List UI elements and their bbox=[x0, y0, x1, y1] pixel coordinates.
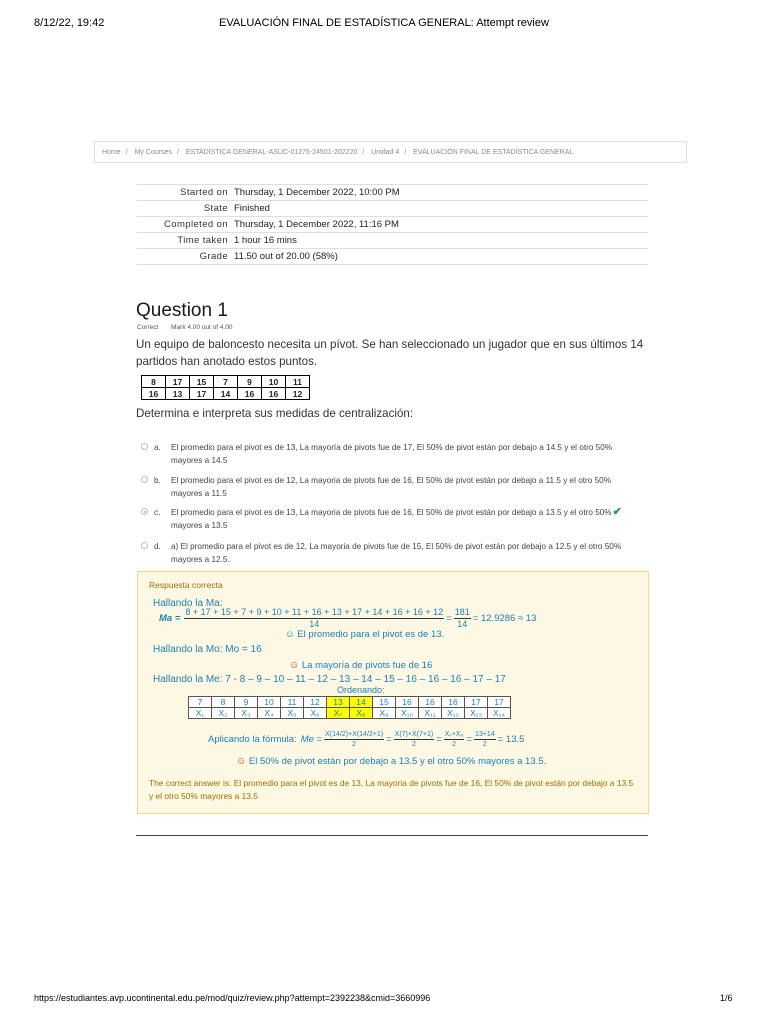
summary-label: Completed on bbox=[137, 217, 234, 233]
option-text: El promedio para el pivot es de 13, La mayoria de pivots fue de 16, El 50% de pivot están por debajo a 13.5 y el otro 50% bbox=[171, 508, 612, 517]
ma-lhs: Ma = bbox=[159, 613, 181, 624]
option-letter: d. bbox=[154, 542, 161, 551]
ordered-label-highlight: X₇ bbox=[327, 708, 350, 719]
summary-value: 1 hour 16 mins bbox=[234, 233, 648, 249]
question-mark: Mark 4.00 out of 4.00 bbox=[171, 324, 233, 331]
summary-value: 11.50 out of 20.00 (58%) bbox=[234, 249, 648, 265]
option-letter: a. bbox=[154, 443, 161, 452]
ordered-label: X₁₁ bbox=[419, 708, 442, 719]
breadcrumb-my-courses[interactable]: My Courses bbox=[134, 149, 172, 156]
option-letter: b. bbox=[154, 476, 161, 485]
question-divider bbox=[136, 835, 648, 836]
ma-result: = 12.9286 ≈ 13 bbox=[472, 613, 537, 624]
attempt-summary-table bbox=[137, 184, 648, 265]
ordered-label: X₁₃ bbox=[465, 708, 488, 719]
points-cell: 8 bbox=[142, 376, 166, 388]
option-text: a) El promedio para el pivot es de 12, La mayoria de pivots fue de 15, El 50% de pivot están por debajo a 12.5 y el otro 50% bbox=[171, 542, 622, 551]
me-denominator-3: 2 bbox=[452, 741, 457, 748]
option-text-cont: mayores a 12.5. bbox=[171, 555, 230, 564]
summary-row bbox=[137, 217, 648, 233]
mo-conclusion: La mayoría de pivots fue de 16 bbox=[301, 660, 433, 671]
ordered-value: 17 bbox=[465, 697, 488, 708]
ordered-table bbox=[188, 696, 511, 719]
option-b[interactable] bbox=[141, 474, 661, 500]
option-text-cont: mayores a 11.5 bbox=[171, 489, 227, 498]
summary-row bbox=[137, 185, 648, 201]
option-radio[interactable] bbox=[141, 476, 148, 483]
ma-denominator-2: 14 bbox=[457, 619, 468, 629]
me-fraction-1 bbox=[324, 730, 384, 749]
mo-title: Hallando la Mo: Mo = 16 bbox=[153, 644, 262, 655]
ordered-value: 9 bbox=[235, 697, 258, 708]
ordered-value: 15 bbox=[373, 697, 396, 708]
breadcrumb-home[interactable]: Home bbox=[102, 149, 121, 156]
correct-check-icon: ✔ bbox=[612, 506, 622, 518]
option-radio-selected[interactable] bbox=[141, 508, 148, 515]
print-url: https://estudiantes.avp.ucontinental.edu.pe/mod/quiz/review.php?attempt=2392238&cmid=3660996 bbox=[34, 993, 431, 1003]
ordered-label: X₉ bbox=[373, 708, 396, 719]
ordered-label: X₁₀ bbox=[396, 708, 419, 719]
points-cell: 10 bbox=[262, 376, 286, 388]
smiley-icon: ☺ bbox=[289, 660, 300, 671]
ordered-value: 8 bbox=[212, 697, 235, 708]
ordered-value: 16 bbox=[396, 697, 419, 708]
me-denominator-1: 2 bbox=[352, 741, 357, 748]
summary-label: Grade bbox=[137, 249, 234, 265]
correct-answer-text: The correct answer is: El promedio para el pivot es de 13, La mayoria de pivots fue de 16, El 50% de pivot están por debajo a 13.5 y el otro 50% mayores a 13.5 bbox=[149, 778, 634, 801]
me-denominator-2: 2 bbox=[411, 741, 416, 748]
me-fraction-2 bbox=[394, 730, 435, 749]
ordered-value: 10 bbox=[258, 697, 281, 708]
breadcrumb-quiz[interactable]: EVALUACIÓN FINAL DE ESTADÍSTICA GENERAL bbox=[413, 149, 574, 156]
ma-title: Hallando la Ma: bbox=[153, 598, 223, 609]
ordered-value: 16 bbox=[419, 697, 442, 708]
points-cell: 14 bbox=[214, 388, 238, 400]
ma-fraction bbox=[184, 607, 444, 630]
me-numerator-1: X(14/2)+X(14/2+1) bbox=[325, 731, 384, 738]
me-numerator-4: 13+14 bbox=[475, 731, 495, 738]
ordered-label: X₂ bbox=[212, 708, 235, 719]
summary-label: Time taken bbox=[137, 233, 234, 249]
me-numerator-2: X(7)+X(7+1) bbox=[394, 731, 434, 738]
ordered-value: 12 bbox=[304, 697, 327, 708]
print-datetime: 8/12/22, 19:42 bbox=[34, 17, 105, 29]
summary-value: Thursday, 1 December 2022, 11:16 PM bbox=[234, 217, 648, 233]
points-cell: 7 bbox=[214, 376, 238, 388]
points-cell: 11 bbox=[286, 376, 310, 388]
formula-label: Aplicando la fórmula: bbox=[208, 734, 297, 745]
print-page-number: 1/6 bbox=[720, 993, 733, 1003]
option-a[interactable] bbox=[141, 441, 661, 467]
option-text: El promedio para el pivot es de 13, La mayoría de pivots fue de 17, El 50% de pivot están por debajo a 14.5 y el otro 50% bbox=[171, 443, 613, 452]
option-text: El promedio para el pivot es de 12, La mayoria de pivots fue de 16, El 50% de pivot están por debajo a 11.5 y el otro 50% bbox=[171, 476, 611, 485]
points-cell: 15 bbox=[190, 376, 214, 388]
summary-label: Started on bbox=[137, 185, 234, 201]
mo-conclusion-line bbox=[289, 660, 432, 671]
me-conclusion: El 50% de pivot están por debajo a 13.5 y el otro 50% mayores a 13.5. bbox=[248, 756, 547, 767]
ma-denominator: 14 bbox=[309, 619, 320, 629]
feedback-heading: Respuesta correcta bbox=[149, 580, 223, 590]
ordered-label: X₁₂ bbox=[442, 708, 465, 719]
breadcrumb-unit[interactable]: Unidad 4 bbox=[371, 149, 400, 156]
ma-formula bbox=[159, 607, 536, 630]
me-fraction-3 bbox=[444, 730, 465, 749]
smiley-icon: ☺ bbox=[236, 756, 247, 767]
points-cell: 16 bbox=[142, 388, 166, 400]
ma-numerator-2: 181 bbox=[454, 607, 470, 617]
summary-row bbox=[137, 201, 648, 217]
points-cell: 16 bbox=[262, 388, 286, 400]
question-title: Question 1 bbox=[136, 300, 228, 321]
option-text-cont: mayores a 14.5 bbox=[171, 456, 228, 465]
breadcrumb: Home / My Courses / ESTADÍSTICA GENERAL-ASUC-01275-24501-202220 / Unidad 4 / EVALUACIÓN FINAL DE ESTADÍSTICA GENERAL bbox=[94, 141, 687, 163]
ordered-value-highlight: 13 bbox=[327, 697, 350, 708]
ordered-label: X₁₄ bbox=[488, 708, 511, 719]
option-text-cont: mayores a 13.5 bbox=[171, 521, 228, 530]
question-prompt: Determina e interpreta sus medidas de centralización: bbox=[136, 407, 414, 420]
ordered-label: X₄ bbox=[258, 708, 281, 719]
me-title: Hallando la Me: 7 - 8 – 9 – 10 – 11 – 12 – 13 – 14 – 15 – 16 – 16 – 16 – 17 – 17 bbox=[153, 674, 506, 685]
me-denominator-4: 2 bbox=[482, 741, 487, 748]
summary-row bbox=[137, 233, 648, 249]
summary-row bbox=[137, 249, 648, 265]
ordered-label-highlight: X₈ bbox=[350, 708, 373, 719]
ma-fraction-2 bbox=[454, 607, 471, 630]
summary-label: State bbox=[137, 201, 234, 217]
ordered-label: X₃ bbox=[235, 708, 258, 719]
summary-value: Finished bbox=[234, 201, 648, 217]
ma-numerator: 8 + 17 + 15 + 7 + 9 + 10 + 11 + 16 + 13 + 17 + 14 + 16 + 16 + 12 bbox=[185, 607, 444, 617]
points-cell: 17 bbox=[190, 388, 214, 400]
ma-conclusion: El promedio para el pivot es de 13. bbox=[297, 629, 445, 640]
option-c[interactable] bbox=[141, 506, 661, 532]
points-cell: 9 bbox=[238, 376, 262, 388]
points-cell: 12 bbox=[286, 388, 310, 400]
ordered-value: 7 bbox=[189, 697, 212, 708]
me-numerator-3: X₇+X₈ bbox=[444, 731, 464, 738]
summary-value: Thursday, 1 December 2022, 10:00 PM bbox=[234, 185, 648, 201]
ordered-label: X₅ bbox=[281, 708, 304, 719]
median-formula: Aplicando la fórmula: Me = $\frac{X(14/2)+X(14/2+1)}{2}$ = $\frac{X(7)+X(7+1)}{2}$ = $\frac{\text{X₇+X₈}}{2}$ = $\frac{13+14}{2}$ = 13.5 bbox=[208, 731, 525, 748]
me-conclusion-line bbox=[236, 756, 546, 767]
me-lhs: Me = bbox=[300, 734, 323, 745]
option-letter: c. bbox=[154, 508, 161, 517]
question-text: Un equipo de baloncesto necesita un pívot. Se han seleccionado un jugador que en sus últimos 14 partidos han anotado estos puntos. bbox=[136, 338, 644, 368]
me-result: = 13.5 bbox=[497, 734, 525, 745]
option-radio[interactable] bbox=[141, 443, 148, 450]
ordered-value: 16 bbox=[442, 697, 465, 708]
breadcrumb-course[interactable]: ESTADÍSTICA GENERAL-ASUC-01275-24501-202220 bbox=[185, 149, 358, 156]
ordered-label: X₆ bbox=[304, 708, 327, 719]
points-cell: 13 bbox=[166, 388, 190, 400]
option-radio[interactable] bbox=[141, 542, 148, 549]
ordered-value: 17 bbox=[488, 697, 511, 708]
ma-conclusion-line bbox=[285, 629, 444, 640]
ordenando-label: Ordenando: bbox=[337, 685, 385, 695]
ordered-value-highlight: 14 bbox=[350, 697, 373, 708]
points-cell: 16 bbox=[238, 388, 262, 400]
ma-eq: = bbox=[446, 613, 452, 624]
points-cell: 17 bbox=[166, 376, 190, 388]
points-table bbox=[141, 375, 310, 400]
question-meta bbox=[137, 324, 244, 331]
ordered-label: X₁ bbox=[189, 708, 212, 719]
print-page-title: EVALUACIÓN FINAL DE ESTADÍSTICA GENERAL: Attempt review bbox=[219, 17, 549, 29]
question-status: Correct bbox=[137, 324, 159, 331]
smiley-icon: ☺ bbox=[285, 629, 295, 640]
me-fraction-4 bbox=[474, 730, 496, 749]
ordered-value: 11 bbox=[281, 697, 304, 708]
option-d[interactable] bbox=[141, 540, 661, 566]
